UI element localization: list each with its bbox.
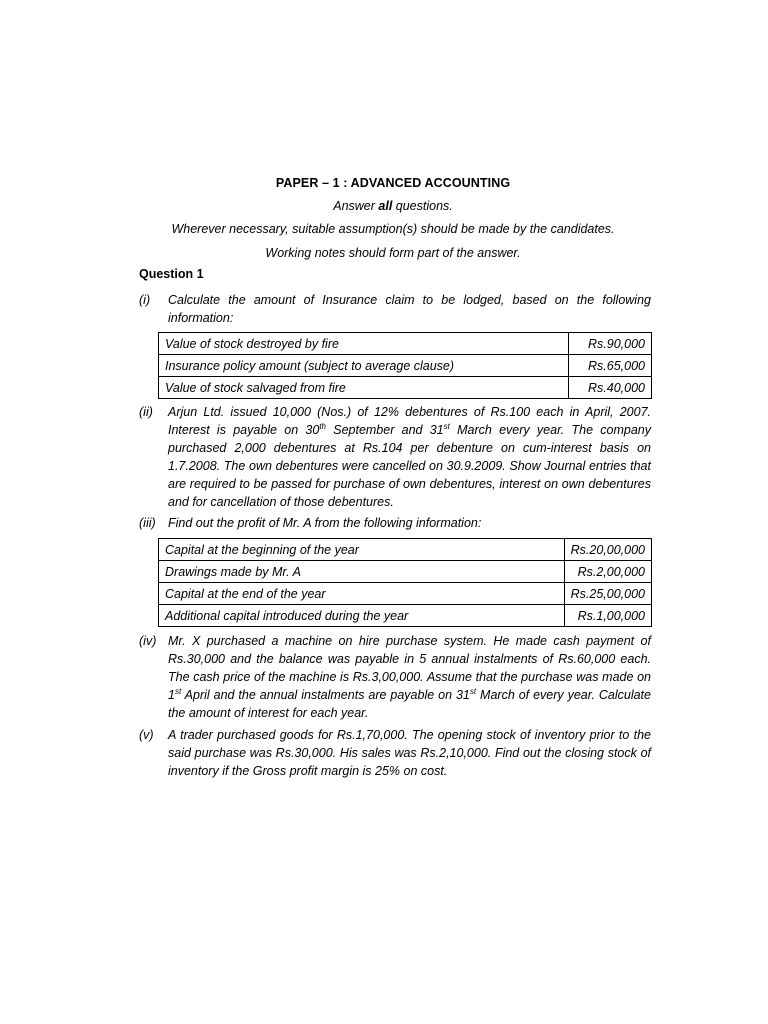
table-cell-label: Capital at the end of the year bbox=[159, 583, 565, 605]
table-cell-label: Additional capital introduced during the year bbox=[159, 605, 565, 627]
table-cell-amount: Rs.20,00,000 bbox=[564, 539, 651, 561]
superscript: st bbox=[443, 421, 450, 431]
item-number: (v) bbox=[139, 728, 154, 742]
question-item-i bbox=[139, 291, 651, 327]
answer-prefix: Answer bbox=[333, 199, 379, 213]
answer-suffix: questions. bbox=[392, 199, 453, 213]
item-number: (iii) bbox=[139, 516, 156, 530]
text-segment: Arjun Ltd. issued 10,000 (Nos.) of 12% debentures of Rs.100 each in April, 2007. Interest is payable on 30 bbox=[168, 405, 651, 437]
working-notes-instruction: Working notes should form part of the answer. bbox=[265, 246, 521, 260]
superscript: th bbox=[319, 421, 326, 431]
question-item-iii bbox=[139, 514, 651, 532]
paper-title: PAPER – 1 : ADVANCED ACCOUNTING bbox=[275, 176, 511, 190]
table-cell-amount: Rs.65,000 bbox=[569, 355, 652, 377]
text-segment: March every year. The company purchased 2,000 debentures at Rs.104 per debenture on cum-interest basis on 1.7.2008. The own debentures were cancelled on 30.9.2009. Show Journal entries that are required to be passed for purchase of own debentures, interest on own debentures and for cancellation of those debentures. bbox=[168, 423, 652, 509]
item-number: (i) bbox=[139, 293, 151, 307]
table-cell-label: Value of stock destroyed by fire bbox=[159, 333, 569, 355]
superscript: st bbox=[469, 686, 477, 696]
insurance-table bbox=[158, 332, 652, 399]
table-cell-amount: Rs.2,00,000 bbox=[564, 561, 651, 583]
text-segment: Mr. X purchased a machine on hire purchase system. He made cash payment of Rs.30,000 and the balance was payable in 5 annual instalments of Rs.60,000 each. The cash price of the machine is Rs.3,00,000. Assume that the purchase was made on 1 bbox=[168, 634, 651, 702]
table-row bbox=[159, 333, 652, 355]
item-text bbox=[168, 632, 651, 722]
item-number: (ii) bbox=[139, 405, 153, 419]
question-item-v bbox=[139, 726, 651, 780]
text-segment: September and 31 bbox=[325, 423, 444, 437]
table-row bbox=[159, 355, 652, 377]
item-number: (iv) bbox=[139, 634, 157, 648]
table-row bbox=[159, 539, 652, 561]
table-cell-label: Drawings made by Mr. A bbox=[159, 561, 565, 583]
question-item-iv bbox=[139, 632, 651, 722]
item-text: Find out the profit of Mr. A from the following information: bbox=[168, 516, 482, 530]
table-row bbox=[159, 377, 652, 399]
answer-instruction bbox=[0, 199, 768, 213]
table-cell-amount: Rs.25,00,000 bbox=[564, 583, 651, 605]
question-heading: Question 1 bbox=[139, 267, 204, 281]
text-segment: March of every year. Calculate the amount of interest for each year. bbox=[168, 688, 651, 720]
table-cell-amount: Rs.1,00,000 bbox=[564, 605, 651, 627]
item-text bbox=[168, 403, 651, 511]
question-item-ii bbox=[139, 403, 651, 511]
table-row bbox=[159, 561, 652, 583]
table-row bbox=[159, 583, 652, 605]
table-cell-amount: Rs.90,000 bbox=[569, 333, 652, 355]
assumption-instruction: Wherever necessary, suitable assumption(s) should be made by the candidates. bbox=[171, 222, 615, 236]
item-text: Calculate the amount of Insurance claim to be lodged, based on the following information: bbox=[168, 293, 651, 325]
text-segment: April and the annual instalments are payable on 31 bbox=[181, 688, 470, 702]
table-row bbox=[159, 605, 652, 627]
table-cell-label: Capital at the beginning of the year bbox=[159, 539, 565, 561]
table-cell-amount: Rs.40,000 bbox=[569, 377, 652, 399]
item-text: A trader purchased goods for Rs.1,70,000. The opening stock of inventory prior to the said purchase was Rs.30,000. His sales was Rs.2,10,000. Find out the closing stock of inventory if the Gross profit margin is 25% on cost. bbox=[168, 728, 651, 778]
table-cell-label: Value of stock salvaged from fire bbox=[159, 377, 569, 399]
profit-table bbox=[158, 538, 652, 627]
superscript: st bbox=[174, 686, 182, 696]
table-cell-label: Insurance policy amount (subject to average clause) bbox=[159, 355, 569, 377]
answer-all-emphasis: all bbox=[378, 199, 393, 213]
